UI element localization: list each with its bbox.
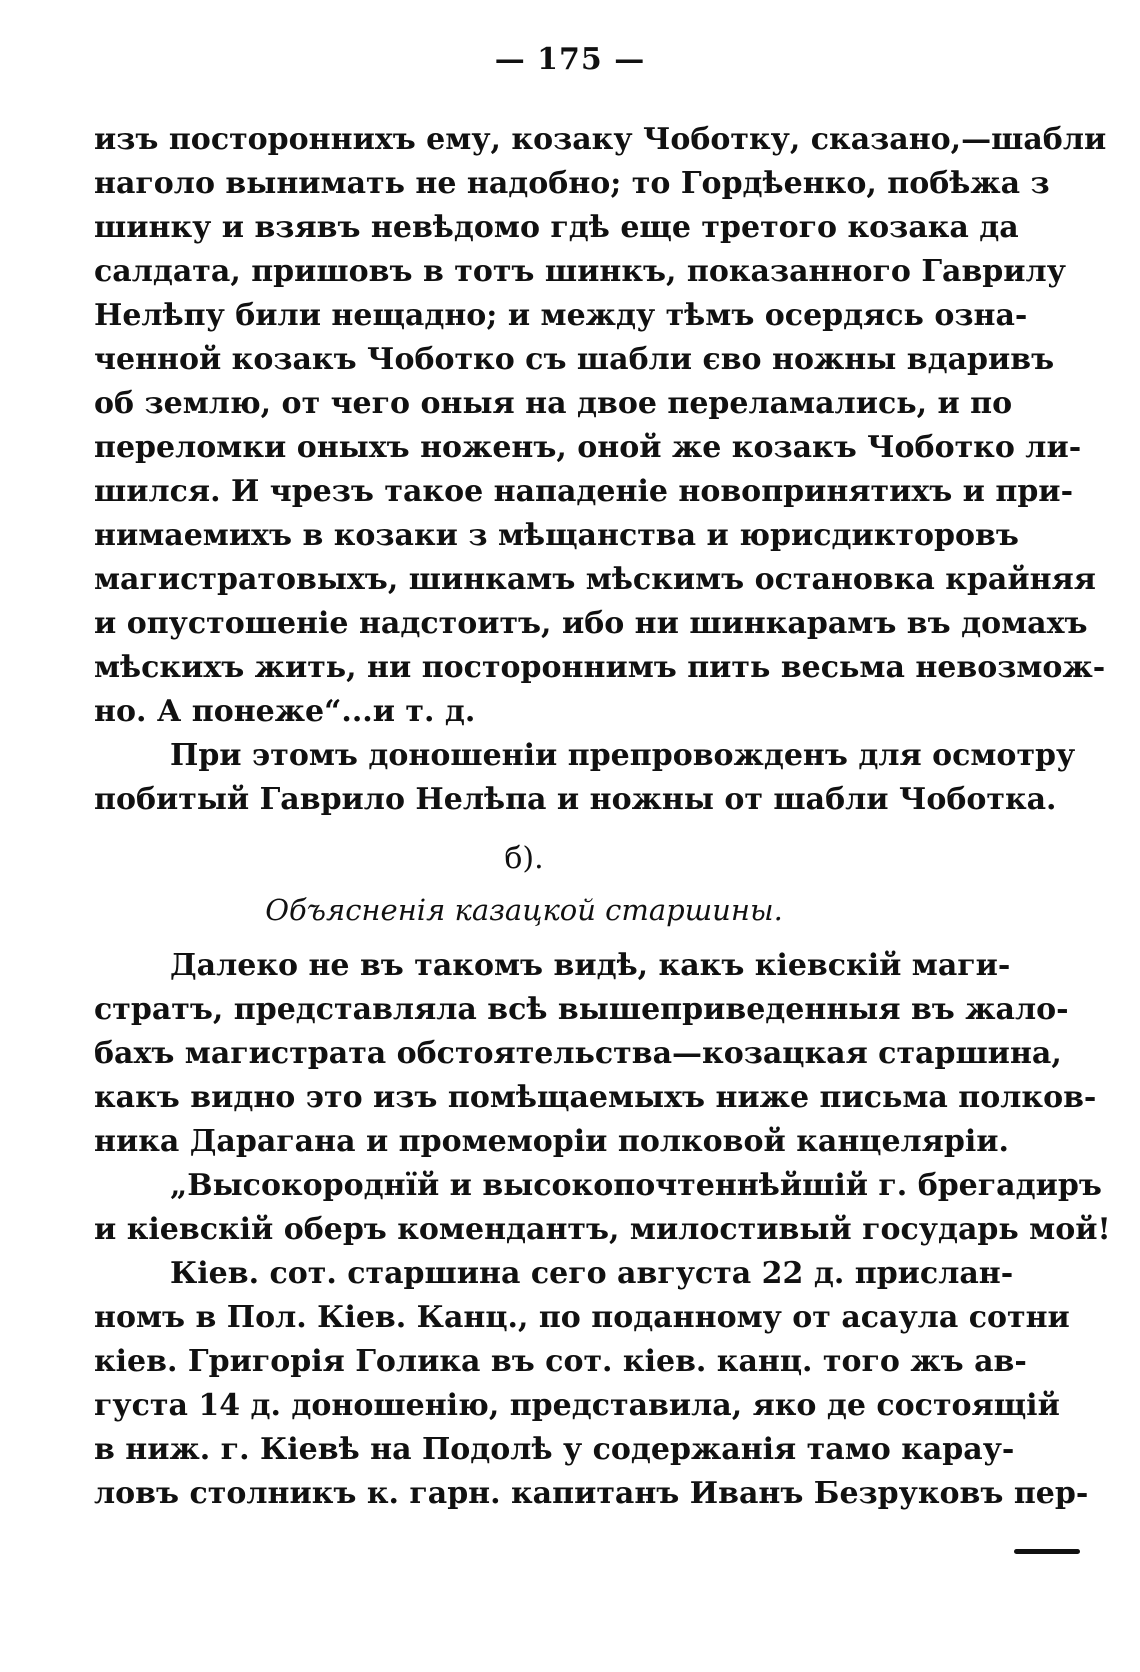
text-line: какъ видно это изъ помѣщаемыхъ ниже письма полков- bbox=[94, 1080, 1097, 1115]
text-line: При этомъ доношеніи препровожденъ для осмотру bbox=[170, 738, 1076, 773]
text-line: об землю, от чего оныя на двое переламались, и по bbox=[94, 386, 1013, 421]
text-line: и опустошеніе надстоитъ, ибо ни шинкарамъ въ домахъ bbox=[94, 606, 1088, 641]
text-line: но. А понеже“...и т. д. bbox=[94, 694, 476, 729]
text-line: номъ в Пол. Кіев. Канц., по поданному от асаула сотни bbox=[94, 1300, 1070, 1335]
text-line: Кіев. сот. старшина сего августа 22 д. прислан- bbox=[170, 1256, 1014, 1291]
paragraph-report-note bbox=[94, 734, 1076, 822]
spacer bbox=[94, 822, 954, 836]
paragraph-letter-body bbox=[94, 1252, 1089, 1516]
text-line: в ниж. г. Кіевѣ на Подолѣ у содержанія тамо карау- bbox=[94, 1432, 1015, 1467]
text-line: ника Дарагана и промеморіи полковой канцеляріи. bbox=[94, 1124, 1009, 1159]
text-line: „Высокороднїй и высокопочтеннѣйшій г. брегадиръ bbox=[170, 1168, 1102, 1203]
page-text bbox=[94, 118, 1111, 1516]
text-line: мѣскихъ жить, ни постороннимъ пить весьма невозмож- bbox=[94, 650, 1106, 685]
margin-dash-mark bbox=[1014, 1549, 1080, 1554]
text-line: переломки оныхъ ноженъ, оной же козакъ Чоботко ли- bbox=[94, 430, 1082, 465]
text-line: стратъ, представляла всѣ вышеприведенныя въ жало- bbox=[94, 992, 1069, 1027]
section-mark: б). bbox=[504, 841, 544, 876]
text-line: густа 14 д. доношенію, представила, яко де состоящій bbox=[94, 1388, 1060, 1423]
text-line: салдата, пришовъ в тотъ шинкъ, показанного Гаврилу bbox=[94, 254, 1066, 289]
text-line: и кіевскій оберъ комендантъ, милостивый государь мой! bbox=[94, 1212, 1111, 1247]
text-line: ченной козакъ Чоботко съ шабли єво ножны вдаривъ bbox=[94, 342, 1055, 377]
text-line: наголо вынимать не надобно; то Гордѣенко, побѣжа з bbox=[94, 166, 1050, 201]
text-line: Далеко не въ такомъ видѣ, какъ кіевскій маги- bbox=[170, 948, 1011, 983]
section-title: Объясненія казацкой старшины. bbox=[265, 893, 783, 927]
page-number: — 175 — bbox=[494, 42, 646, 77]
text-line: шился. И чрезъ такое нападеніе новопринятихъ и при- bbox=[94, 474, 1074, 509]
paragraph-letter-salutation bbox=[94, 1164, 1111, 1252]
text-line: Нелѣпу били нещадно; и между тѣмъ осердясь озна- bbox=[94, 298, 1028, 333]
text-line: бахъ магистрата обстоятельства—козацкая старшина, bbox=[94, 1036, 1062, 1071]
text-line: магистратовыхъ, шинкамъ мѣскимъ остановка крайняя bbox=[94, 562, 1096, 597]
text-line: побитый Гаврило Нелѣпа и ножны от шабли Чоботка. bbox=[94, 782, 1057, 817]
paragraph-complaint-end bbox=[94, 118, 1107, 734]
text-line: изъ постороннихъ ему, козаку Чоботку, сказано,—шабли bbox=[94, 122, 1107, 157]
text-line: шинку и взявъ невѣдомо гдѣ еще третого козака да bbox=[94, 210, 1019, 245]
text-line: нимаемихъ в козаки з мѣщанства и юрисдикторовъ bbox=[94, 518, 1019, 553]
paragraph-explanation bbox=[94, 944, 1097, 1164]
text-line: ловъ столникъ к. гарн. капитанъ Иванъ Безруковъ пер- bbox=[94, 1476, 1089, 1511]
text-line: кіев. Григорія Голика въ сот. кіев. канц. того жъ ав- bbox=[94, 1344, 1027, 1379]
